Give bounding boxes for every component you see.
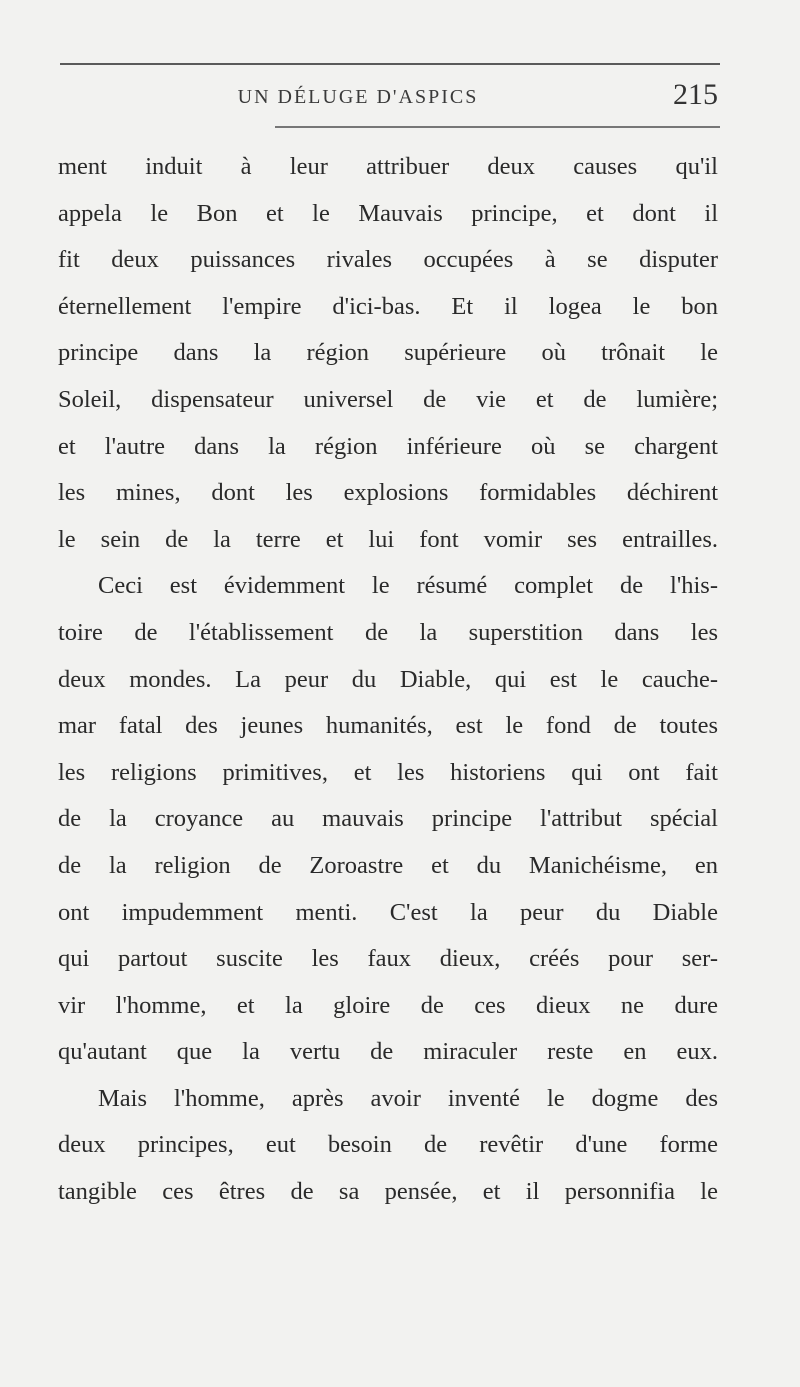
header-rule xyxy=(275,126,720,128)
text-line: Ceci est évidemment le résumé complet de l'his- xyxy=(98,572,718,600)
text-line: Soleil, dispensateur universel de vie et de lumière; xyxy=(58,385,718,413)
text-line: deux mondes. La peur du Diable, qui est le cauche- xyxy=(58,665,718,693)
text-line: principe dans la région supérieure où trônait le xyxy=(58,339,718,367)
text-line: appela le Bon et le Mauvais principe, et dont il xyxy=(58,199,718,227)
text-line: qui partout suscite les faux dieux, créés pour ser- xyxy=(58,945,718,973)
text-line: les religions primitives, et les historiens qui ont fait xyxy=(58,758,718,786)
text-line: vir l'homme, et la gloire de ces dieux ne dure xyxy=(58,991,718,1019)
body-text xyxy=(58,144,718,1216)
running-title: UN DÉLUGE D'ASPICS xyxy=(237,86,479,108)
text-line: Mais l'homme, après avoir inventé le dogme des xyxy=(98,1084,718,1112)
text-line: éternellement l'empire d'ici-bas. Et il logea le bon xyxy=(58,292,718,320)
text-line: et l'autre dans la région inférieure où se chargent xyxy=(58,432,718,460)
text-line: tangible ces êtres de sa pensée, et il personnifia le xyxy=(58,1178,718,1206)
top-rule xyxy=(60,63,720,65)
text-line: de la croyance au mauvais principe l'attribut spécial xyxy=(58,805,718,833)
page-header xyxy=(58,78,718,118)
text-line: deux principes, eut besoin de revêtir d'une forme xyxy=(58,1131,718,1159)
text-line: le sein de la terre et lui font vomir ses entrailles. xyxy=(58,525,718,553)
text-line: mar fatal des jeunes humanités, est le fond de toutes xyxy=(58,712,718,740)
text-line: ont impudemment menti. C'est la peur du Diable xyxy=(58,898,718,926)
text-line: qu'autant que la vertu de miraculer reste en eux. xyxy=(58,1038,718,1066)
text-line: ment induit à leur attribuer deux causes qu'il xyxy=(58,153,718,180)
page-number: 215 xyxy=(673,78,718,111)
text-line: les mines, dont les explosions formidables déchirent xyxy=(58,479,718,507)
text-line: de la religion de Zoroastre et du Manichéisme, en xyxy=(58,851,718,879)
text-line: toire de l'établissement de la superstition dans les xyxy=(58,618,718,646)
text-line: fit deux puissances rivales occupées à se disputer xyxy=(58,246,718,274)
